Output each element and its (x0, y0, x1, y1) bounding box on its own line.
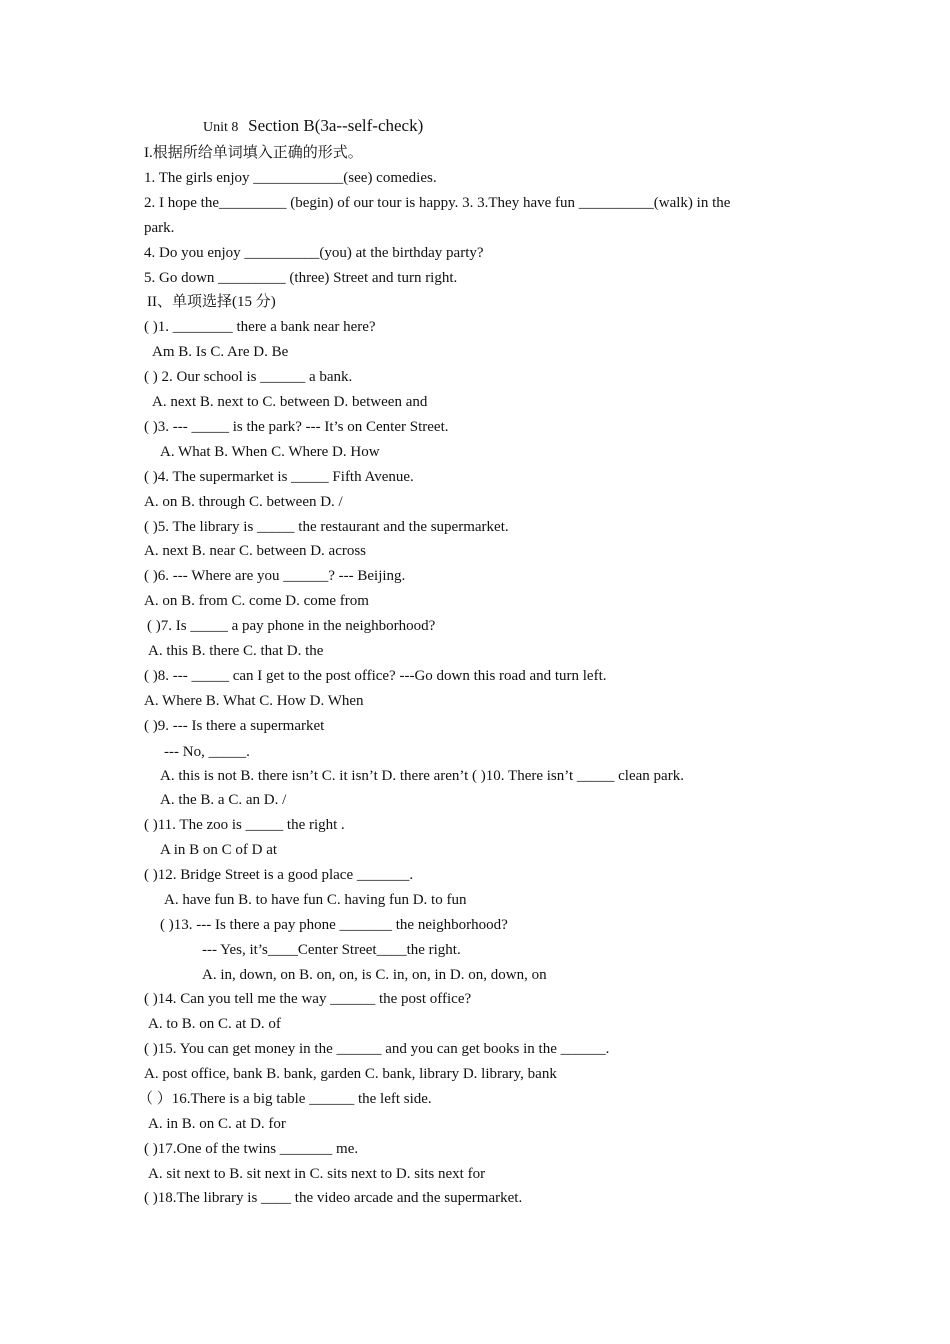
unit-label: Unit 8 (203, 120, 239, 135)
worksheet-line: ( )6. --- Where are you ______? --- Beijing. (144, 568, 406, 584)
worksheet-line: A. to B. on C. at D. of (148, 1016, 281, 1032)
worksheet-line: A. next B. near C. between D. across (144, 543, 367, 559)
worksheet-line: A. post office, bank B. bank, garden C. bank, library D. library, bank (144, 1066, 557, 1082)
worksheet-line: ( )1. ________ there a bank near here? (144, 319, 376, 335)
worksheet-line: A. What B. When C. Where D. How (160, 444, 380, 460)
worksheet-line: A. sit next to B. sit next in C. sits next to D. sits next for (148, 1166, 486, 1182)
worksheet-line: park. (144, 220, 175, 236)
worksheet-line: A. next B. next to C. between D. between and (152, 394, 428, 410)
worksheet-line: A. have fun B. to have fun C. having fun D. to fun (164, 892, 467, 908)
worksheet-line: 1. The girls enjoy ____________(see) comedies. (144, 170, 437, 186)
worksheet-line: ( )9. --- Is there a supermarket (144, 718, 325, 734)
worksheet-line: A. on B. from C. come D. come from (144, 593, 369, 609)
worksheet-line: ( )18.The library is ____ the video arcade and the supermarket. (144, 1190, 523, 1206)
worksheet-line: A. Where B. What C. How D. When (144, 693, 364, 709)
worksheet-line: ( )5. The library is _____ the restaurant and the supermarket. (144, 519, 509, 535)
worksheet-line: ( )11. The zoo is _____ the right . (144, 817, 345, 833)
worksheet-line: ( )15. You can get money in the ______ and you can get books in the ______. (144, 1041, 610, 1057)
worksheet-line: 4. Do you enjoy __________(you) at the birthday party? (144, 245, 484, 261)
worksheet-line: ( )14. Can you tell me the way ______ the post office? (144, 991, 472, 1007)
worksheet-line: Am B. Is C. Are D. Be (152, 344, 289, 360)
section-label: Section B(3a--self-check) (248, 116, 424, 135)
worksheet-line: ( )17.One of the twins _______ me. (144, 1141, 359, 1157)
worksheet-line: A. this is not B. there isn’t C. it isn’t D. there aren’t ( )10. There isn’t _____ clean park. (160, 768, 684, 784)
worksheet-line: A. on B. through C. between D. / (144, 494, 343, 510)
worksheet-line: A. in, down, on B. on, on, is C. in, on, in D. on, down, on (202, 967, 547, 983)
worksheet-line: ( )3. --- _____ is the park? --- It’s on Center Street. (144, 419, 449, 435)
worksheet-line: ( )12. Bridge Street is a good place _______. (144, 867, 414, 883)
worksheet-line: ( ) 2. Our school is ______ a bank. (144, 369, 353, 385)
worksheet-line: A. the B. a C. an D. / (160, 792, 287, 808)
worksheet-line: （ ）16.There is a big table ______ the left side. (138, 1091, 432, 1107)
worksheet-title (203, 116, 423, 136)
worksheet-line: A in B on C of D at (160, 842, 278, 858)
worksheet-line: --- Yes, it’s____Center Street____the right. (202, 942, 461, 958)
worksheet-line: ( )4. The supermarket is _____ Fifth Avenue. (144, 469, 414, 485)
worksheet-line: 5. Go down _________ (three) Street and turn right. (144, 270, 458, 286)
worksheet-line: ( )8. --- _____ can I get to the post office? ---Go down this road and turn left. (144, 668, 607, 684)
worksheet-line: ( )13. --- Is there a pay phone _______ the neighborhood? (160, 917, 508, 933)
worksheet-line: A. in B. on C. at D. for (148, 1116, 286, 1132)
worksheet-line: 2. I hope the_________ (begin) of our tour is happy. 3. 3.They have fun __________(walk) in the (144, 195, 731, 211)
worksheet-line: II、单项选择(15 分) (147, 294, 276, 310)
worksheet-line: A. this B. there C. that D. the (148, 643, 324, 659)
worksheet-line: I.根据所给单词填入正确的形式。 (144, 145, 363, 161)
worksheet-line: ( )7. Is _____ a pay phone in the neighborhood? (147, 618, 436, 634)
worksheet-line: --- No, _____. (164, 744, 250, 760)
